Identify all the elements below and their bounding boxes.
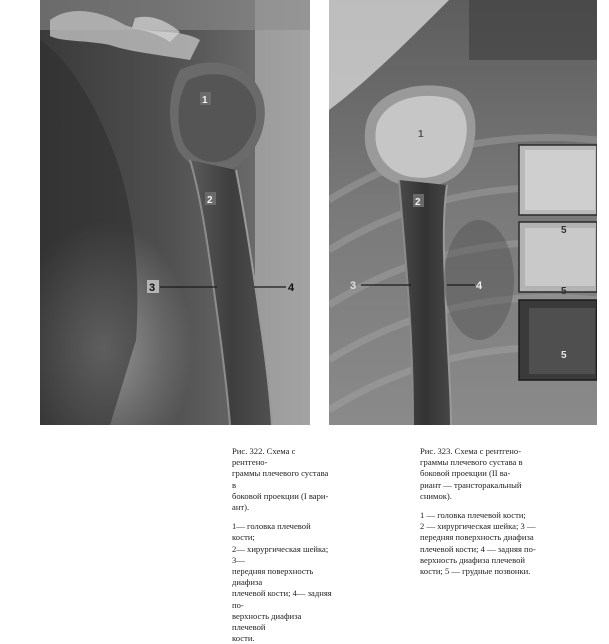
right-label-2: 2: [415, 197, 421, 208]
caption-figure-322: [232, 446, 332, 644]
caption-323-legend-line: верхность диафиза плечевой: [420, 554, 525, 565]
caption-323-title-line: риант — трансторакальный: [420, 479, 522, 490]
caption-323-title-line: боковой проекции (II ва-: [420, 468, 511, 479]
caption-322-legend-line: плечевой кости; 4— задняя по-: [232, 588, 332, 610]
radiograph-left: [40, 0, 310, 425]
caption-323-title-line: Рис. 323. Схема с рентгено-: [420, 446, 522, 456]
caption-323-legend-line: передняя поверхность диафиза: [420, 532, 534, 543]
left-label-1: 1: [202, 95, 208, 106]
caption-323-title-line: граммы плечевого сустава в: [420, 457, 523, 468]
caption-322-legend-line: верхность диафиза плечевой: [232, 610, 302, 633]
right-label-1: 1: [418, 129, 424, 140]
caption-322-legend-line: 2— хирургическая шейка; 3—: [232, 543, 329, 565]
caption-322-legend-line: 1— головка плечевой кости;: [232, 521, 311, 543]
caption-322-legend-line: передняя поверхность диафиза: [232, 566, 314, 588]
vertebrae: [519, 145, 597, 380]
caption-322-title-line: ант).: [232, 502, 250, 513]
caption-323-title-line: снимок).: [420, 490, 452, 501]
right-label-5-middle: 5: [561, 286, 567, 297]
left-label-4: 4: [288, 282, 295, 294]
left-label-2: 2: [207, 195, 213, 206]
caption-322-title-line: Рис. 322. Схема с рентгено-: [232, 446, 296, 468]
caption-figure-323: [420, 446, 538, 577]
caption-323-legend-line: 1 — головка плечевой кости;: [420, 510, 526, 521]
radiograph-right-image: [329, 0, 597, 425]
caption-323-legend-line: кости; 5 — грудные позвонки.: [420, 566, 531, 577]
caption-323-legend-line: 2 — хирургическая шейка; 3 —: [420, 521, 536, 532]
caption-322-legend-line: кости.: [232, 633, 255, 644]
caption-322-title-line: граммы плечевого сустава в: [232, 468, 329, 490]
caption-323-legend-line: плечевой кости; 4 — задняя по-: [420, 543, 536, 554]
caption-322-title-line: боковой проекции (I вари-: [232, 490, 329, 501]
right-label-5-upper: 5: [561, 225, 567, 236]
right-label-4: 4: [476, 280, 483, 292]
right-label-3: 3: [350, 280, 357, 292]
radiograph-left-image: [40, 0, 310, 425]
radiograph-right: [329, 0, 597, 425]
left-label-3: 3: [149, 282, 156, 294]
right-label-5-lower: 5: [561, 350, 567, 361]
